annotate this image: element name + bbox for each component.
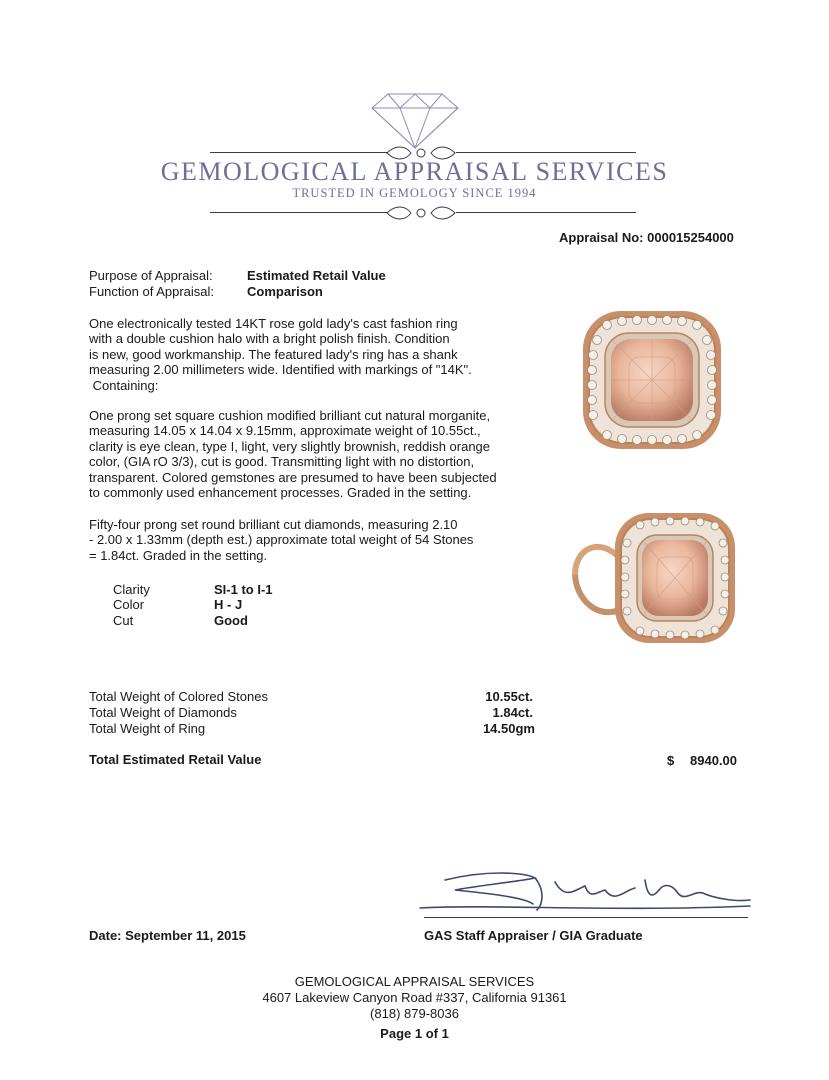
ring-description-line: measuring 2.00 millimeters wide. Identified with markings of "14K". [89, 362, 472, 378]
color-value: H - J [214, 597, 243, 612]
ornament-bottom-icon [385, 203, 457, 223]
diamond-description [89, 517, 473, 563]
ring-description-line: with a double cushion halo with a bright polish finish. Condition [89, 331, 450, 347]
total-ring-weight-value: 14.50gm [482, 721, 535, 736]
header-rule-top-left [210, 152, 388, 153]
clarity-value: SI-1 to I-1 [214, 582, 273, 597]
total-colored-stones-value: 10.55ct. [485, 689, 533, 704]
clarity-label: Clarity [113, 582, 150, 597]
ring-description [89, 316, 472, 393]
stone-description [89, 408, 497, 500]
diamond-description-line: Fifty-four prong set round brilliant cut diamonds, measuring 2.10 [89, 517, 458, 532]
total-colored-stones-label: Total Weight of Colored Stones [89, 689, 268, 704]
function-label: Function of Appraisal: [89, 284, 215, 299]
retail-currency: $ [667, 753, 675, 768]
ring-description-line: is new, good workmanship. The featured lady's ring has a shank [89, 346, 458, 362]
appraiser-title: GAS Staff Appraiser / GIA Graduate [424, 928, 643, 943]
cut-value: Good [214, 613, 248, 628]
header-rule-bottom-right [456, 212, 636, 213]
company-name: GEMOLOGICAL APPRAISAL SERVICES [160, 157, 669, 186]
total-retail-value-label: Total Estimated Retail Value [89, 752, 262, 767]
stone-description-line: measuring 14.05 x 14.04 x 9.15mm, approximate weight of 10.55ct., [89, 423, 481, 439]
appraiser-signature-icon [415, 860, 755, 920]
color-label: Color [113, 597, 145, 612]
header-rule-top-right [456, 152, 636, 153]
company-tagline: TRUSTED IN GEMOLOGY SINCE 1994 [292, 186, 537, 200]
stone-description-line: One prong set square cushion modified brilliant cut natural morganite, [89, 408, 491, 423]
appraisal-date: Date: September 11, 2015 [89, 928, 246, 943]
total-ring-weight-label: Total Weight of Ring [89, 721, 206, 736]
footer-phone: (818) 879-8036 [370, 1006, 459, 1021]
ring-photo-top-view [577, 305, 727, 455]
ring-photo-angled-view [565, 505, 740, 655]
diamond-description-line: = 1.84ct. Graded in the setting. [89, 547, 268, 563]
purpose-label: Purpose of Appraisal: [89, 268, 213, 283]
footer-address: 4607 Lakeview Canyon Road #337, California 91361 [262, 990, 567, 1005]
purpose-value: Estimated Retail Value [247, 268, 386, 283]
cut-label: Cut [113, 613, 134, 628]
signature-line [424, 917, 748, 918]
stone-description-line: color, (GIA rO 3/3), cut is good. Transmitting light with no distortion, [89, 454, 475, 470]
diamond-description-line: - 2.00 x 1.33mm (depth est.) approximate total weight of 54 Stones [89, 532, 474, 548]
stone-description-line: transparent. Colored gemstones are presumed to have been subjected [89, 469, 497, 485]
retail-value: 8940.00 [690, 753, 737, 768]
total-diamonds-label: Total Weight of Diamonds [89, 705, 237, 720]
appraisal-number: Appraisal No: 000015254000 [559, 230, 734, 245]
footer-company: GEMOLOGICAL APPRAISAL SERVICES [294, 974, 535, 989]
function-value: Comparison [247, 284, 323, 299]
header-rule-bottom-left [210, 212, 388, 213]
page-number: Page 1 of 1 [380, 1026, 449, 1041]
total-diamonds-value: 1.84ct. [492, 705, 533, 720]
ring-description-line: Containing: [89, 377, 159, 393]
ring-description-line: One electronically tested 14KT rose gold lady's cast fashion ring [89, 316, 458, 331]
stone-description-line: to commonly used enhancement processes. Graded in the setting. [89, 485, 472, 501]
stone-description-line: clarity is eye clean, type I, light, very slightly brownish, reddish orange [89, 438, 491, 454]
